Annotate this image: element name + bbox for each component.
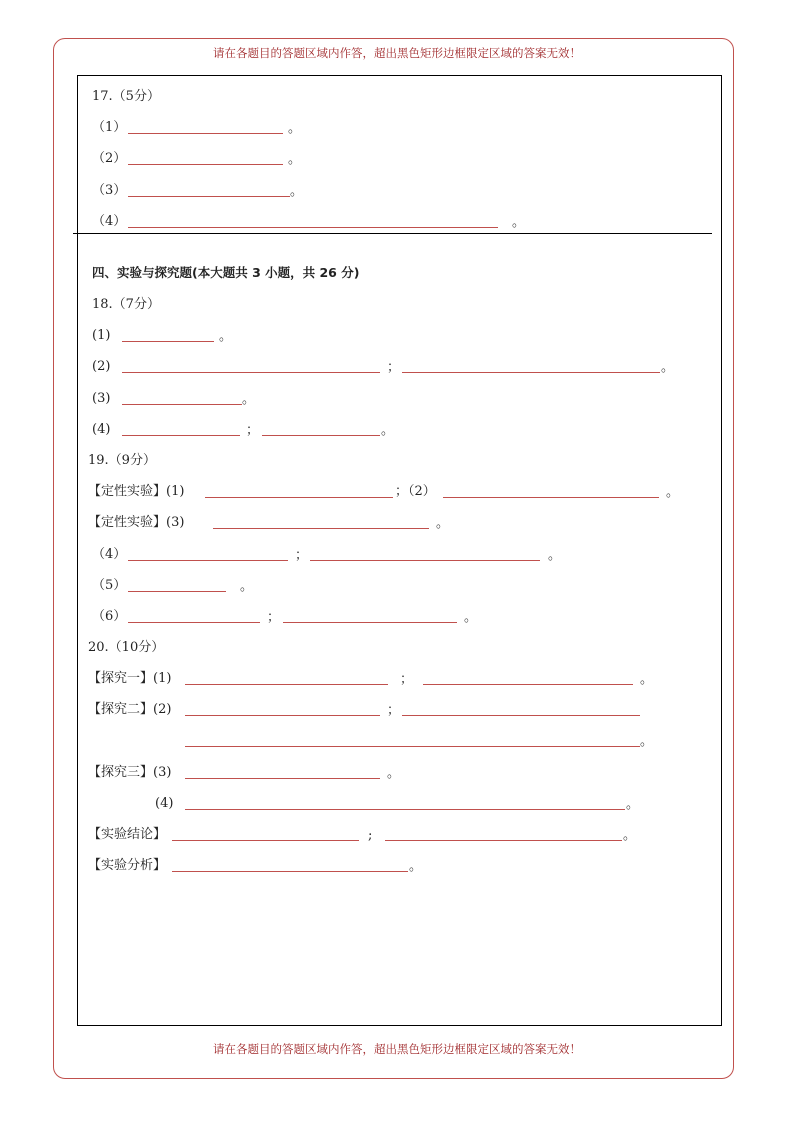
answer-area-box [77, 75, 722, 1026]
q17-item-3-answer-line[interactable] [128, 196, 290, 197]
q17-item-2-answer-line[interactable] [128, 164, 283, 165]
semicolon: ； [267, 610, 281, 625]
q20-conclusion-answer-line-b[interactable] [385, 840, 622, 841]
q20-analysis-label: 【实验分析】 [88, 858, 167, 873]
q20-item-4-answer-line[interactable] [185, 809, 625, 810]
period: 。 [626, 797, 640, 812]
q18-item-4-label: (4) [92, 422, 111, 437]
period: 。 [661, 360, 675, 375]
q19-item-1-answer-line[interactable] [205, 497, 393, 498]
period: 。 [640, 672, 654, 687]
q19-item-6-label: （6） [92, 609, 127, 624]
q18-item-3-label: (3) [92, 391, 111, 406]
q18-title: 18.（7分） [92, 297, 160, 312]
q19-row1-label: 【定性实验】(1) [88, 484, 185, 499]
q18-item-4-answer-line-a[interactable] [122, 435, 240, 436]
period: 。 [548, 548, 562, 563]
semicolon: ； [387, 360, 401, 375]
q20-title: 20.（10分） [88, 640, 165, 655]
period: 。 [409, 859, 423, 874]
period: 。 [464, 610, 478, 625]
q20-conclusion-answer-line-a[interactable] [172, 840, 359, 841]
period: 。 [666, 485, 680, 500]
bottom-warning: 请在各题目的答题区域内作答，超出黑色矩形边框限定区域的答案无效！ [213, 1042, 581, 1056]
q17-item-4-answer-line[interactable] [128, 227, 498, 228]
q18-item-2-label: (2) [92, 359, 111, 374]
period: 。 [288, 152, 302, 167]
q17-item-2-label: （2） [92, 151, 127, 166]
q20-item-2-answer-line-a[interactable] [185, 715, 380, 716]
semicolon: ； [400, 672, 414, 687]
q20-explore3-label: 【探究三】(3) [88, 765, 172, 780]
q19-item-6-answer-line-b[interactable] [283, 622, 457, 623]
q19-item-2-answer-line[interactable] [443, 497, 659, 498]
semicolon: ； [387, 703, 401, 718]
q19-item-4-answer-line-a[interactable] [128, 560, 288, 561]
period: 。 [290, 184, 304, 199]
q20-item-2-answer-line-b[interactable] [402, 715, 640, 716]
period: 。 [219, 329, 233, 344]
q20-item-2-answer-line-c[interactable] [185, 746, 640, 747]
q19-item-6-answer-line-a[interactable] [128, 622, 260, 623]
q19-item-4-label: （4） [92, 547, 127, 562]
q18-item-3-answer-line[interactable] [122, 404, 242, 405]
semicolon: ; [368, 828, 373, 843]
q17-item-3-label: （3） [92, 183, 127, 198]
q20-explore1-label: 【探究一】(1) [88, 671, 172, 686]
q17-item-4-label: （4） [92, 214, 127, 229]
q20-explore2-label: 【探究二】(2) [88, 702, 172, 717]
q20-analysis-answer-line[interactable] [172, 871, 408, 872]
q17-title: 17.（5分） [92, 89, 160, 104]
q20-conclusion-label: 【实验结论】 [88, 827, 167, 842]
period: 。 [240, 579, 254, 594]
q18-item-2-answer-line-b[interactable] [402, 372, 660, 373]
q19-item-4-answer-line-b[interactable] [310, 560, 540, 561]
period: 。 [512, 215, 526, 230]
period: 。 [640, 734, 654, 749]
q20-item-3-answer-line[interactable] [185, 778, 380, 779]
semicolon: ； [246, 423, 260, 438]
q19-item-3-answer-line[interactable] [213, 528, 429, 529]
q19-row1-mid: ；（2） [395, 484, 436, 499]
period: 。 [381, 423, 395, 438]
q19-item-5-answer-line[interactable] [128, 591, 226, 592]
period: 。 [288, 121, 302, 136]
q19-row2-label: 【定性实验】(3) [88, 515, 185, 530]
q19-title: 19.（9分） [88, 453, 156, 468]
q18-item-1-answer-line[interactable] [122, 341, 214, 342]
q20-item-1-answer-line-a[interactable] [185, 684, 388, 685]
q19-item-5-label: （5） [92, 578, 127, 593]
q18-item-4-answer-line-b[interactable] [262, 435, 380, 436]
top-warning: 请在各题目的答题区域内作答，超出黑色矩形边框限定区域的答案无效！ [213, 46, 581, 60]
section-divider [73, 233, 712, 234]
period: 。 [387, 766, 401, 781]
period: 。 [242, 392, 256, 407]
q20-item-1-answer-line-b[interactable] [423, 684, 633, 685]
period: 。 [436, 516, 450, 531]
q18-item-1-label: (1) [92, 328, 111, 343]
q20-item-4-label: (4) [155, 796, 174, 811]
semicolon: ； [295, 548, 309, 563]
q17-item-1-label: （1） [92, 120, 127, 135]
q17-item-1-answer-line[interactable] [128, 133, 283, 134]
q18-item-2-answer-line-a[interactable] [122, 372, 380, 373]
section-4-heading: 四、实验与探究题(本大题共 3 小题，共 26 分) [92, 265, 360, 280]
period: 。 [623, 828, 637, 843]
